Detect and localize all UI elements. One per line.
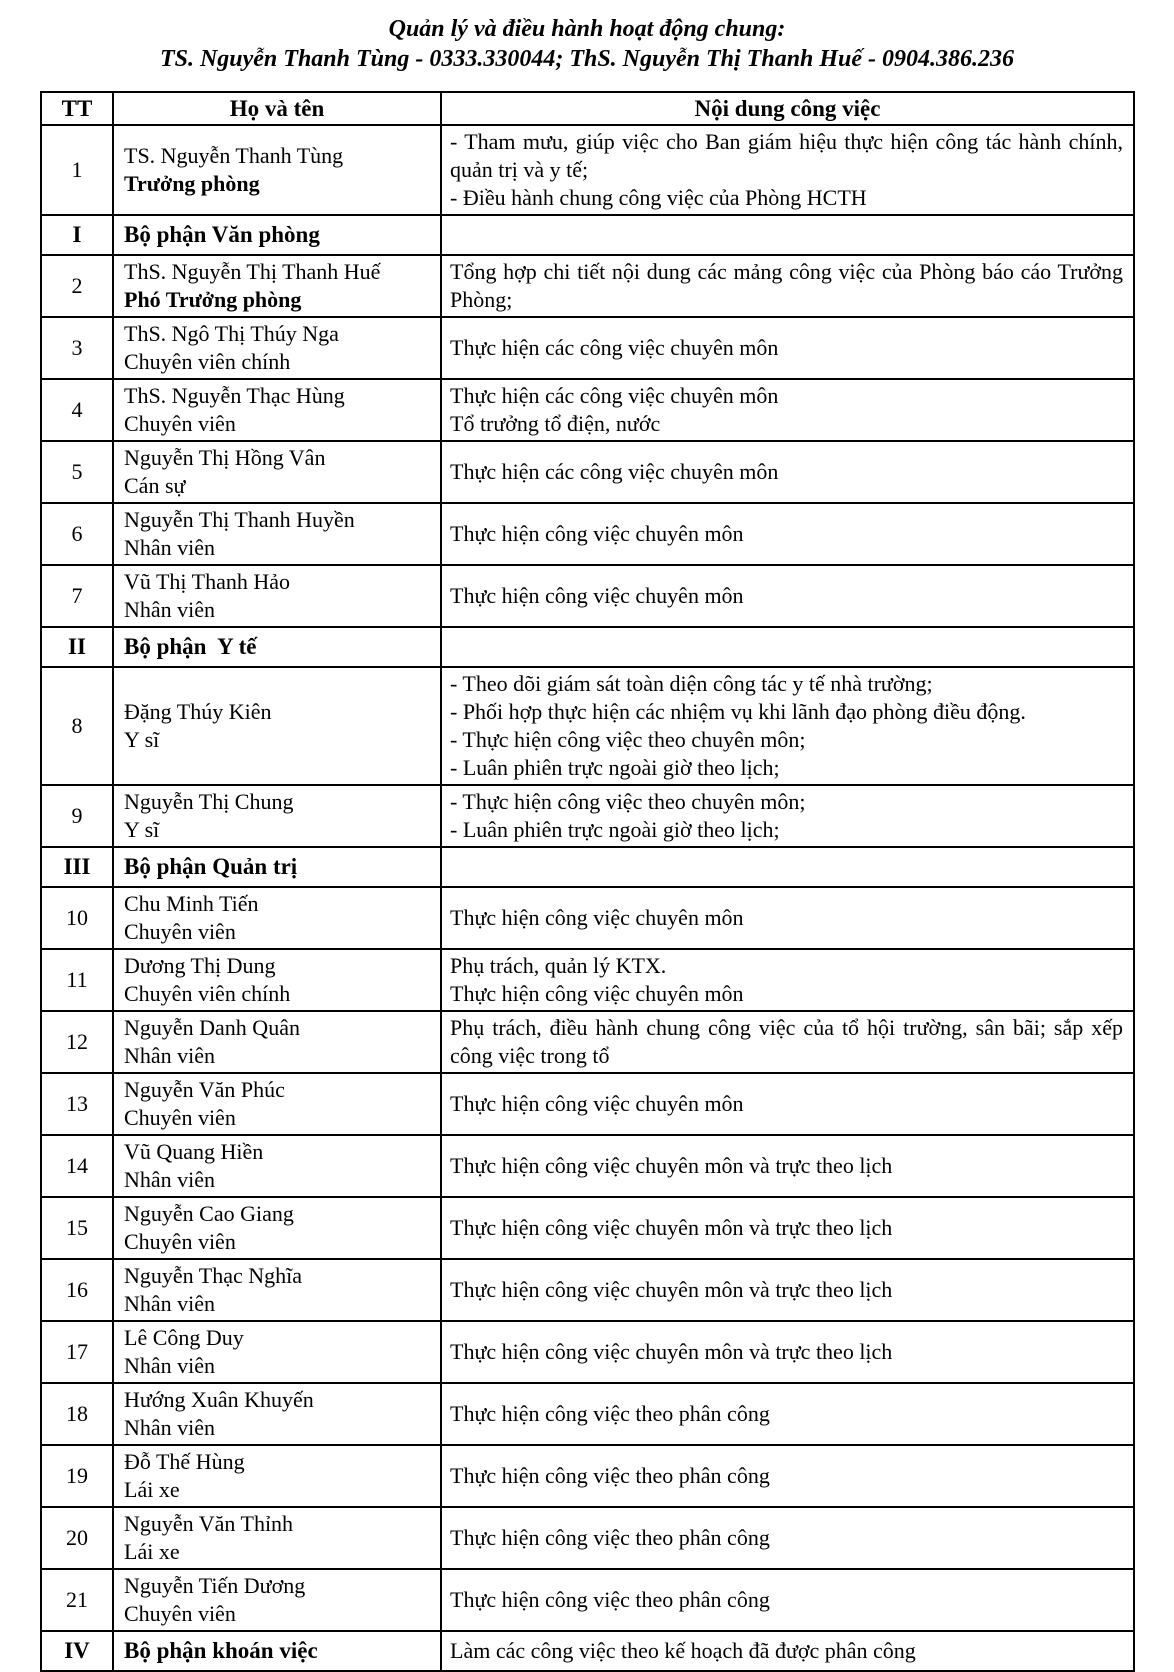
person-name-cell: [113, 1135, 441, 1197]
table-row: [41, 379, 1134, 441]
person-name: ThS. Nguyễn Thạc Hùng: [124, 383, 345, 408]
person-role: Trưởng phòng: [124, 171, 260, 196]
row-number: 11: [41, 949, 113, 1011]
person-role: Chuyên viên chính: [124, 981, 291, 1006]
person-name: Nguyễn Văn Phúc: [124, 1077, 285, 1102]
person-role: Chuyên viên: [124, 411, 236, 436]
row-number: II: [41, 627, 113, 667]
person-name-cell: [113, 1569, 441, 1631]
table-row: [41, 667, 1134, 785]
duty-line: - Phối hợp thực hiện các nhiệm vụ khi lãnh đạo phòng điều động.: [450, 699, 1026, 724]
person-name-cell: [113, 125, 441, 215]
row-number: 21: [41, 1569, 113, 1631]
person-role: Nhân viên: [124, 1415, 216, 1440]
document-title-line2: TS. Nguyễn Thanh Tùng - 0333.330044; ThS. Nguyễn Thị Thanh Huế - 0904.386.236: [159, 46, 1015, 72]
duty-line: Phụ trách, điều hành chung công việc của tổ hội trường, sân bãi; sắp xếp công việc trong tổ: [450, 1015, 1123, 1068]
section-name: Bộ phận Quản trị: [124, 854, 298, 879]
person-role: Chuyên viên: [124, 1601, 236, 1626]
table-body: [41, 125, 1134, 1671]
duty-cell: [441, 1321, 1134, 1383]
person-name-cell: [113, 887, 441, 949]
row-number: III: [41, 847, 113, 887]
table-row: [41, 317, 1134, 379]
duty-cell: [441, 667, 1134, 785]
duty-line: Thực hiện công việc chuyên môn và trực theo lịch: [450, 1339, 893, 1364]
person-name-cell: [113, 949, 441, 1011]
duty-line: Thực hiện công việc theo phân công: [450, 1401, 770, 1426]
duty-cell: [441, 215, 1134, 255]
table-row: [41, 1197, 1134, 1259]
person-name: Nguyễn Thị Chung: [124, 789, 294, 814]
row-number: 9: [41, 785, 113, 847]
person-name: Nguyễn Cao Giang: [124, 1201, 294, 1226]
table-row: [41, 125, 1134, 215]
row-number: 3: [41, 317, 113, 379]
row-number: 1: [41, 125, 113, 215]
person-name: TS. Nguyễn Thanh Tùng: [124, 143, 344, 168]
section-name: Bộ phận Y tế: [124, 634, 257, 659]
row-number: 13: [41, 1073, 113, 1135]
section-name-cell: [113, 1631, 441, 1671]
duty-cell: [441, 503, 1134, 565]
person-name-cell: [113, 565, 441, 627]
section-name: Bộ phận khoán việc: [124, 1638, 318, 1663]
person-name-cell: [113, 1383, 441, 1445]
duty-line: - Điều hành chung công việc của Phòng HCTH: [450, 185, 867, 210]
row-number: 10: [41, 887, 113, 949]
person-name-cell: [113, 1259, 441, 1321]
person-role: Nhân viên: [124, 1167, 216, 1192]
table-row: [41, 441, 1134, 503]
table-row: [41, 503, 1134, 565]
row-number: 7: [41, 565, 113, 627]
duty-cell: [441, 1011, 1134, 1073]
person-role: Nhân viên: [124, 597, 216, 622]
person-name-cell: [113, 379, 441, 441]
table-header-row: [41, 92, 1134, 125]
section-row: [41, 847, 1134, 887]
duty-cell: [441, 317, 1134, 379]
duty-line: - Luân phiên trực ngoài giờ theo lịch;: [450, 817, 780, 842]
table-row: [41, 1383, 1134, 1445]
duty-line: - Luân phiên trực ngoài giờ theo lịch;: [450, 755, 780, 780]
person-role: Nhân viên: [124, 1353, 216, 1378]
duty-line: - Thực hiện công việc theo chuyên môn;: [450, 727, 806, 752]
column-header-name: Họ và tên: [113, 92, 441, 125]
duty-cell: [441, 847, 1134, 887]
section-row: [41, 627, 1134, 667]
person-role: Lái xe: [124, 1539, 180, 1564]
table-row: [41, 1011, 1134, 1073]
duty-cell: [441, 565, 1134, 627]
staff-assignment-table: [40, 91, 1135, 1672]
person-name-cell: [113, 1011, 441, 1073]
person-name: Đặng Thúy Kiên: [124, 699, 272, 724]
person-name: ThS. Ngô Thị Thúy Nga: [124, 321, 339, 346]
row-number: 5: [41, 441, 113, 503]
section-name-cell: [113, 215, 441, 255]
duty-line: Tổng hợp chi tiết nội dung các mảng công việc của Phòng báo cáo Trưởng Phòng;: [450, 259, 1123, 312]
table-row: [41, 1135, 1134, 1197]
duty-cell: [441, 255, 1134, 317]
person-role: Nhân viên: [124, 1291, 216, 1316]
person-name: Nguyễn Thị Thanh Huyền: [124, 507, 355, 532]
person-name-cell: [113, 317, 441, 379]
person-role: Nhân viên: [124, 1043, 216, 1068]
row-number: 14: [41, 1135, 113, 1197]
table-row: [41, 565, 1134, 627]
duty-cell: [441, 441, 1134, 503]
document-title-line1: Quản lý và điều hành hoạt động chung:: [388, 16, 786, 42]
duty-line: Thực hiện công việc theo phân công: [450, 1463, 770, 1488]
person-name-cell: [113, 503, 441, 565]
person-name-cell: [113, 1073, 441, 1135]
duty-line: - Theo dõi giám sát toàn diện công tác y tế nhà trường;: [450, 671, 933, 696]
person-role: Phó Trưởng phòng: [124, 287, 302, 312]
person-name-cell: [113, 1197, 441, 1259]
person-role: Y sĩ: [124, 817, 160, 842]
duty-line: Thực hiện các công việc chuyên môn: [450, 383, 779, 408]
person-role: Chuyên viên: [124, 919, 236, 944]
duty-cell: [441, 1197, 1134, 1259]
person-name: Chu Minh Tiến: [124, 891, 259, 916]
duty-line: Thực hiện công việc chuyên môn và trực theo lịch: [450, 1215, 893, 1240]
table-header: [41, 92, 1134, 125]
person-name: Nguyễn Thạc Nghĩa: [124, 1263, 302, 1288]
person-role: Nhân viên: [124, 535, 216, 560]
table-row: [41, 1259, 1134, 1321]
duty-line: Thực hiện công việc chuyên môn: [450, 905, 744, 930]
table-row: [41, 949, 1134, 1011]
table-row: [41, 1321, 1134, 1383]
person-name-cell: [113, 1321, 441, 1383]
row-number: 4: [41, 379, 113, 441]
row-number: 6: [41, 503, 113, 565]
column-header-tt: TT: [41, 92, 113, 125]
person-name-cell: [113, 785, 441, 847]
row-number: 8: [41, 667, 113, 785]
person-role: Lái xe: [124, 1477, 180, 1502]
duty-cell: [441, 1507, 1134, 1569]
person-name-cell: [113, 667, 441, 785]
duty-line: Thực hiện công việc chuyên môn và trực theo lịch: [450, 1277, 893, 1302]
table-row: [41, 1073, 1134, 1135]
section-name-cell: [113, 627, 441, 667]
row-number: 16: [41, 1259, 113, 1321]
person-role: Chuyên viên chính: [124, 349, 291, 374]
person-name-cell: [113, 1507, 441, 1569]
row-number: IV: [41, 1631, 113, 1671]
person-name-cell: [113, 255, 441, 317]
person-role: Chuyên viên: [124, 1229, 236, 1254]
duty-cell: [441, 1569, 1134, 1631]
duty-cell: [441, 627, 1134, 667]
duty-line: Tổ trưởng tổ điện, nước: [450, 411, 661, 436]
duty-line: Thực hiện các công việc chuyên môn: [450, 335, 779, 360]
section-name-cell: [113, 847, 441, 887]
table-row: [41, 1445, 1134, 1507]
duty-line: - Tham mưu, giúp việc cho Ban giám hiệu thực hiện công tác hành chính, quản trị và y tế;: [450, 129, 1123, 182]
duty-line: - Thực hiện công việc theo chuyên môn;: [450, 789, 806, 814]
person-name: Đỗ Thế Hùng: [124, 1449, 245, 1474]
person-name: Nguyễn Tiến Dương: [124, 1573, 306, 1598]
person-name: Nguyễn Văn Thỉnh: [124, 1511, 294, 1536]
row-number: I: [41, 215, 113, 255]
duty-cell: [441, 785, 1134, 847]
person-name: Hướng Xuân Khuyến: [124, 1387, 314, 1412]
row-number: 17: [41, 1321, 113, 1383]
duty-line: Thực hiện công việc chuyên môn và trực theo lịch: [450, 1153, 893, 1178]
duty-cell: [441, 1259, 1134, 1321]
duty-cell: [441, 949, 1134, 1011]
duty-cell: [441, 1073, 1134, 1135]
duty-line: Làm các công việc theo kế hoạch đã được phân công: [450, 1638, 916, 1663]
duty-line: Thực hiện công việc chuyên môn: [450, 521, 744, 546]
table-row: [41, 887, 1134, 949]
column-header-duty: Nội dung công việc: [441, 92, 1134, 125]
row-number: 15: [41, 1197, 113, 1259]
person-name: Vũ Thị Thanh Hảo: [124, 569, 290, 594]
row-number: 12: [41, 1011, 113, 1073]
person-role: Chuyên viên: [124, 1105, 236, 1130]
person-name-cell: [113, 441, 441, 503]
row-number: 19: [41, 1445, 113, 1507]
duty-cell: [441, 1631, 1134, 1671]
row-number: 2: [41, 255, 113, 317]
row-number: 18: [41, 1383, 113, 1445]
section-name: Bộ phận Văn phòng: [124, 222, 320, 247]
duty-cell: [441, 379, 1134, 441]
person-name: Lê Công Duy: [124, 1325, 244, 1350]
duty-cell: [441, 1383, 1134, 1445]
person-role: Cán sự: [124, 473, 186, 498]
person-name: Dương Thị Dung: [124, 953, 276, 978]
person-name: Vũ Quang Hiền: [124, 1139, 264, 1164]
person-name: ThS. Nguyễn Thị Thanh Huế: [124, 259, 381, 284]
table-row: [41, 785, 1134, 847]
duty-cell: [441, 1135, 1134, 1197]
table-row: [41, 1569, 1134, 1631]
duty-cell: [441, 125, 1134, 215]
table-row: [41, 1507, 1134, 1569]
row-number: 20: [41, 1507, 113, 1569]
person-name-cell: [113, 1445, 441, 1507]
duty-line: Thực hiện công việc theo phân công: [450, 1587, 770, 1612]
duty-line: Thực hiện công việc chuyên môn: [450, 1091, 744, 1116]
person-name: Nguyễn Thị Hồng Vân: [124, 445, 326, 470]
table-row: [41, 255, 1134, 317]
person-name: Nguyễn Danh Quân: [124, 1015, 300, 1040]
duty-line: Thực hiện công việc chuyên môn: [450, 583, 744, 608]
duty-line: Thực hiện công việc chuyên môn: [450, 981, 744, 1006]
duty-cell: [441, 887, 1134, 949]
section-row: [41, 1631, 1134, 1671]
person-role: Y sĩ: [124, 727, 160, 752]
section-row: [41, 215, 1134, 255]
duty-line: Thực hiện công việc theo phân công: [450, 1525, 770, 1550]
duty-cell: [441, 1445, 1134, 1507]
duty-line: Phụ trách, quản lý KTX.: [450, 953, 667, 978]
duty-line: Thực hiện các công việc chuyên môn: [450, 459, 779, 484]
